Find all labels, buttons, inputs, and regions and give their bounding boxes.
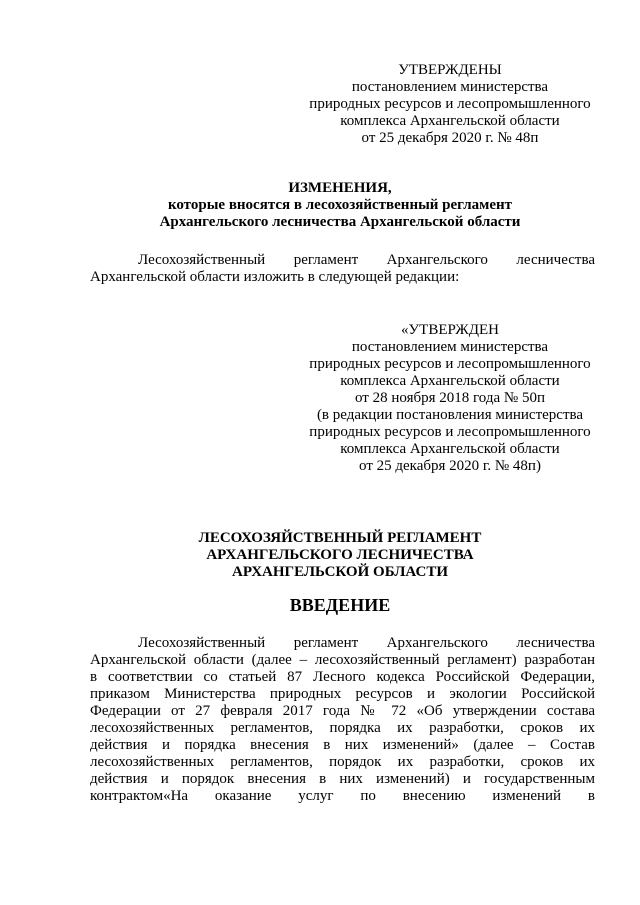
approval-line: постановлением министерства [351, 79, 549, 95]
paragraph-line: Архангельской области (далее – лесохозяйственный регламент) разработан [90, 652, 595, 668]
paragraph-line: в соответствии со статьей 87 Лесного кодекса Российской Федерации, [90, 669, 595, 685]
approval-heading: УТВЕРЖДЕНЫ [398, 62, 502, 78]
paragraph-line: действия и порядка внесения в них изменений» (далее – Состав [90, 737, 595, 753]
approval-block-decree-2018 [300, 322, 600, 475]
regulation-title-line: АРХАНГЕЛЬСКОЙ ОБЛАСТИ [232, 564, 448, 580]
intro-paragraph [90, 252, 595, 286]
approval-date-line: от 25 декабря 2020 г. № 48п) [359, 458, 541, 474]
changes-title [20, 180, 640, 231]
approval-line: постановлением министерства [351, 339, 549, 355]
approval-line: комплекса Архангельской области [340, 441, 560, 457]
approval-line: природных ресурсов и лесопромышленного [309, 96, 591, 112]
paragraph-line: приказом Министерства природных ресурсов и экологии Российской [90, 686, 595, 702]
changes-title-line: ИЗМЕНЕНИЯ, [288, 180, 392, 196]
approval-block-decree-2020 [300, 62, 600, 147]
changes-title-line: которые вносятся в лесохозяйственный регламент [167, 197, 513, 213]
approval-date-line: от 28 ноября 2018 года № 50п [354, 390, 545, 406]
paragraph-line: действия и порядок внесения в них изменений) и государственным [90, 771, 595, 787]
regulation-title [20, 530, 640, 581]
changes-title-line: Архангельского лесничества Архангельской области [159, 214, 521, 230]
paragraph-line: контрактом«На оказание услуг по внесению изменений в [90, 788, 595, 804]
approval-line: (в редакции постановления министерства [316, 407, 584, 423]
section-heading: ВВЕДЕНИЕ [289, 595, 391, 615]
paragraph-line: Федерации от 27 февраля 2017 года № 72 «Об утверждении состава [90, 703, 595, 719]
paragraph-line: Лесохозяйственный регламент Архангельского лесничества [138, 635, 595, 651]
approval-heading: «УТВЕРЖДЕН [401, 322, 499, 338]
approval-line: природных ресурсов и лесопромышленного [309, 424, 591, 440]
paragraph-line: лесохозяйственных регламентов, порядка их разработки, сроков их [90, 720, 595, 736]
body-paragraph [90, 635, 595, 805]
paragraph-line: лесохозяйственных регламентов, порядок их разработки, сроков их [90, 754, 595, 770]
regulation-title-line: ЛЕСОХОЗЯЙСТВЕННЫЙ РЕГЛАМЕНТ [198, 530, 482, 546]
paragraph-line: Лесохозяйственный регламент Архангельского лесничества [138, 252, 595, 268]
approval-line: природных ресурсов и лесопромышленного [309, 356, 591, 372]
regulation-title-line: АРХАНГЕЛЬСКОГО ЛЕСНИЧЕСТВА [206, 547, 474, 563]
approval-line: комплекса Архангельской области [340, 113, 560, 129]
approval-date-line: от 25 декабря 2020 г. № 48п [361, 130, 539, 146]
paragraph-line: Архангельской области изложить в следующей редакции: [90, 269, 460, 285]
approval-line: комплекса Архангельской области [340, 373, 560, 389]
